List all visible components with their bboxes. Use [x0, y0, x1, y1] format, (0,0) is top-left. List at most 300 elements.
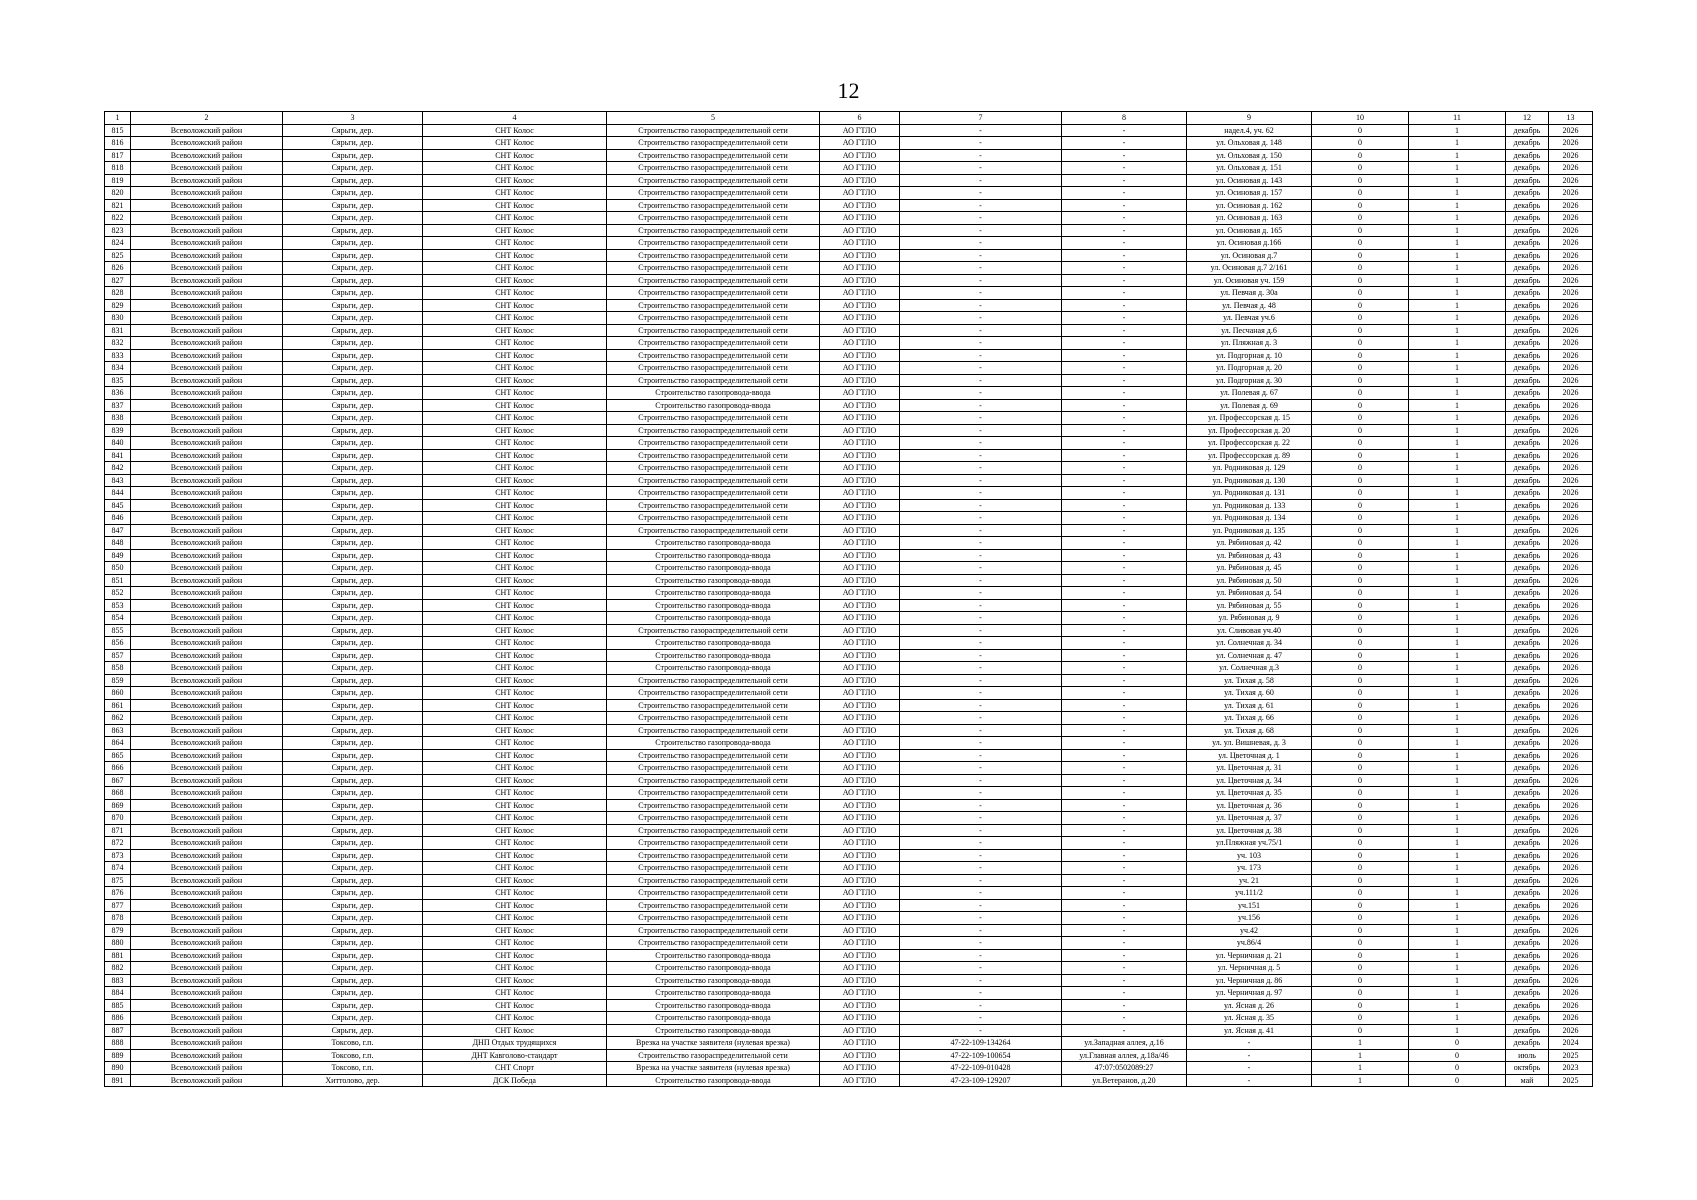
table-cell: 1	[1409, 762, 1506, 775]
table-cell: 1	[1409, 374, 1506, 387]
table-row	[105, 199, 1593, 212]
table-cell: СНТ Колос	[423, 724, 607, 737]
table-cell: 846	[105, 512, 131, 525]
table-cell: 857	[105, 649, 131, 662]
column-header: 4	[423, 112, 607, 125]
table-cell: -	[1062, 374, 1187, 387]
table-cell: Строительство газораспределительной сети	[607, 1049, 820, 1062]
table-cell: 0	[1312, 287, 1409, 300]
table-cell: 2026	[1549, 399, 1593, 412]
table-cell: Сярьги, дер.	[283, 687, 423, 700]
table-cell: 0	[1312, 799, 1409, 812]
table-cell: декабрь	[1506, 387, 1549, 400]
table-cell: -	[1062, 549, 1187, 562]
table-cell: декабрь	[1506, 974, 1549, 987]
table-cell: АО ГТЛО	[820, 662, 900, 675]
table-cell: 849	[105, 549, 131, 562]
table-cell: 0	[1312, 174, 1409, 187]
table-cell: 830	[105, 312, 131, 325]
table-cell: -	[1062, 999, 1187, 1012]
table-cell: Строительство газораспределительной сети	[607, 512, 820, 525]
table-cell: декабрь	[1506, 124, 1549, 137]
table-cell: декабрь	[1506, 474, 1549, 487]
table-cell: ул. Рябиновая д. 42	[1187, 537, 1312, 550]
table-cell: АО ГТЛО	[820, 512, 900, 525]
table-cell: Строительство газопровода-ввода	[607, 662, 820, 675]
table-cell: 2026	[1549, 349, 1593, 362]
table-cell: 1	[1409, 574, 1506, 587]
table-row	[105, 487, 1593, 500]
table-cell: АО ГТЛО	[820, 787, 900, 800]
table-cell: Сярьги, дер.	[283, 762, 423, 775]
table-cell: 855	[105, 624, 131, 637]
table-cell: Строительство газопровода-ввода	[607, 1012, 820, 1025]
table-cell: ул. Подгорная д. 20	[1187, 362, 1312, 375]
table-row	[105, 824, 1593, 837]
table-cell: СНТ Колос	[423, 624, 607, 637]
table-cell: 2026	[1549, 199, 1593, 212]
table-cell: -	[1062, 687, 1187, 700]
table-cell: ул. Солнечная д.3	[1187, 662, 1312, 675]
table-row	[105, 899, 1593, 912]
table-cell: СНТ Колос	[423, 337, 607, 350]
table-cell: -	[900, 199, 1062, 212]
table-cell: -	[900, 799, 1062, 812]
table-cell: 834	[105, 362, 131, 375]
table-cell: 0	[1312, 674, 1409, 687]
table-cell: 2026	[1549, 574, 1593, 587]
table-cell: 1	[1409, 1012, 1506, 1025]
table-cell: -	[900, 912, 1062, 925]
table-cell: 2026	[1549, 899, 1593, 912]
table-cell: 2026	[1549, 674, 1593, 687]
table-cell: Сярьги, дер.	[283, 999, 423, 1012]
table-cell: ул. Ольховая д. 150	[1187, 149, 1312, 162]
table-cell: 0	[1312, 587, 1409, 600]
table-cell: 835	[105, 374, 131, 387]
table-cell: АО ГТЛО	[820, 124, 900, 137]
table-cell: СНТ Колос	[423, 249, 607, 262]
table-cell: 0	[1312, 774, 1409, 787]
table-cell: ул. Ясная д. 26	[1187, 999, 1312, 1012]
table-cell: СНТ Колос	[423, 474, 607, 487]
table-cell: Всеволожский район	[131, 662, 283, 675]
table-cell: ул. Осиновая д.166	[1187, 237, 1312, 250]
table-cell: Всеволожский район	[131, 837, 283, 850]
table-cell: 838	[105, 412, 131, 425]
table-cell: 0	[1409, 1062, 1506, 1075]
table-cell: АО ГТЛО	[820, 999, 900, 1012]
table-cell: Всеволожский район	[131, 999, 283, 1012]
table-cell: 2026	[1549, 999, 1593, 1012]
table-cell: СНТ Колос	[423, 712, 607, 725]
table-cell: 2026	[1549, 499, 1593, 512]
table-cell: -	[900, 949, 1062, 962]
table-cell: Строительство газораспределительной сети	[607, 787, 820, 800]
table-cell: декабрь	[1506, 562, 1549, 575]
table-cell: 1	[1409, 324, 1506, 337]
table-cell: -	[1062, 649, 1187, 662]
table-cell: Строительство газопровода-ввода	[607, 537, 820, 550]
table-cell: Сярьги, дер.	[283, 162, 423, 175]
table-cell: 0	[1312, 424, 1409, 437]
table-cell: -	[900, 174, 1062, 187]
table-cell: 0	[1312, 199, 1409, 212]
table-cell: -	[1062, 399, 1187, 412]
table-cell: 0	[1312, 624, 1409, 637]
table-cell: Сярьги, дер.	[283, 412, 423, 425]
table-cell: декабрь	[1506, 1037, 1549, 1050]
table-cell: АО ГТЛО	[820, 774, 900, 787]
table-row	[105, 424, 1593, 437]
table-cell: Сярьги, дер.	[283, 312, 423, 325]
table-cell: 2026	[1549, 299, 1593, 312]
table-cell: 2026	[1549, 787, 1593, 800]
table-cell: Всеволожский район	[131, 799, 283, 812]
table-cell: Сярьги, дер.	[283, 537, 423, 550]
table-cell: декабрь	[1506, 749, 1549, 762]
table-cell: Всеволожский район	[131, 274, 283, 287]
table-cell: 1	[1409, 899, 1506, 912]
table-cell: 822	[105, 212, 131, 225]
table-cell: Сярьги, дер.	[283, 174, 423, 187]
table-cell: 0	[1312, 562, 1409, 575]
table-cell: Сярьги, дер.	[283, 587, 423, 600]
table-cell: -	[900, 237, 1062, 250]
table-cell: Сярьги, дер.	[283, 674, 423, 687]
table-cell: 1	[1409, 637, 1506, 650]
table-cell: СНТ Колос	[423, 899, 607, 912]
table-cell: 0	[1312, 262, 1409, 275]
table-cell: -	[1062, 249, 1187, 262]
table-cell: Строительство газопровода-ввода	[607, 737, 820, 750]
table-cell: 1	[1409, 449, 1506, 462]
table-cell: Всеволожский район	[131, 262, 283, 275]
table-cell: 0	[1312, 299, 1409, 312]
table-cell: 0	[1312, 274, 1409, 287]
table-cell: 1	[1409, 799, 1506, 812]
table-cell: 821	[105, 199, 131, 212]
column-header: 8	[1062, 112, 1187, 125]
table-row	[105, 287, 1593, 300]
table-row	[105, 274, 1593, 287]
table-cell: -	[1187, 1062, 1312, 1075]
table-cell: ДСК Победа	[423, 1074, 607, 1087]
table-cell: 0	[1312, 662, 1409, 675]
table-cell: 845	[105, 499, 131, 512]
table-cell: -	[900, 212, 1062, 225]
table-cell: АО ГТЛО	[820, 849, 900, 862]
table-cell: декабрь	[1506, 849, 1549, 862]
table-cell: Токсово, г.п.	[283, 1062, 423, 1075]
table-cell: СНТ Колос	[423, 449, 607, 462]
table-cell: 1	[1409, 262, 1506, 275]
table-cell: 877	[105, 899, 131, 912]
table-cell: 0	[1312, 187, 1409, 200]
table-cell: Всеволожский район	[131, 424, 283, 437]
table-cell: -	[1062, 212, 1187, 225]
table-cell: Сярьги, дер.	[283, 524, 423, 537]
table-cell: 0	[1312, 324, 1409, 337]
table-cell: 0	[1312, 649, 1409, 662]
table-cell: АО ГТЛО	[820, 449, 900, 462]
table-row	[105, 349, 1593, 362]
table-cell: Всеволожский район	[131, 949, 283, 962]
table-cell: -	[900, 437, 1062, 450]
table-cell: СНТ Колос	[423, 999, 607, 1012]
table-cell: АО ГТЛО	[820, 274, 900, 287]
table-cell: Сярьги, дер.	[283, 249, 423, 262]
table-cell: 0	[1312, 149, 1409, 162]
table-cell: 47-22-109-134264	[900, 1037, 1062, 1050]
table-cell: 1	[1409, 987, 1506, 1000]
table-cell: 0	[1312, 312, 1409, 325]
table-cell: -	[900, 362, 1062, 375]
table-cell: 829	[105, 299, 131, 312]
table-cell: СНТ Колос	[423, 124, 607, 137]
table-cell: ул. Певчая уч.6	[1187, 312, 1312, 325]
table-cell: Всеволожский район	[131, 962, 283, 975]
table-cell: СНТ Колос	[423, 637, 607, 650]
column-header: 5	[607, 112, 820, 125]
table-cell: СНТ Колос	[423, 824, 607, 837]
table-cell: Всеволожский район	[131, 212, 283, 225]
table-cell: уч.111/2	[1187, 887, 1312, 900]
table-row	[105, 574, 1593, 587]
table-cell: СНТ Колос	[423, 399, 607, 412]
table-cell: Всеволожский район	[131, 487, 283, 500]
table-cell: -	[1062, 699, 1187, 712]
table-cell: СНТ Колос	[423, 674, 607, 687]
table-cell: АО ГТЛО	[820, 762, 900, 775]
table-cell: 0	[1312, 749, 1409, 762]
table-cell: 0	[1312, 724, 1409, 737]
column-header: 2	[131, 112, 283, 125]
table-cell: -	[1062, 962, 1187, 975]
table-row	[105, 687, 1593, 700]
table-cell: ДНТ Кавголово-стандарт	[423, 1049, 607, 1062]
table-cell: декабрь	[1506, 162, 1549, 175]
table-cell: -	[1062, 774, 1187, 787]
table-cell: ул. Профессорская д. 89	[1187, 449, 1312, 462]
table-cell: 1	[1409, 699, 1506, 712]
table-cell: Строительство газораспределительной сети	[607, 187, 820, 200]
table-row	[105, 812, 1593, 825]
table-cell: ул. Полевая д. 69	[1187, 399, 1312, 412]
table-cell: АО ГТЛО	[820, 187, 900, 200]
table-cell: 2026	[1549, 812, 1593, 825]
table-cell: 874	[105, 862, 131, 875]
table-cell: 869	[105, 799, 131, 812]
table-cell: 827	[105, 274, 131, 287]
table-cell: Всеволожский район	[131, 324, 283, 337]
table-cell: 865	[105, 749, 131, 762]
table-cell: -	[900, 1012, 1062, 1025]
table-cell: 0	[1312, 737, 1409, 750]
table-cell: 0	[1312, 349, 1409, 362]
table-cell: СНТ Колос	[423, 937, 607, 950]
table-row	[105, 612, 1593, 625]
table-row	[105, 312, 1593, 325]
table-cell: -	[1062, 949, 1187, 962]
table-cell: Сярьги, дер.	[283, 499, 423, 512]
table-cell: 1	[1409, 674, 1506, 687]
table-cell: -	[900, 312, 1062, 325]
table-cell: Сярьги, дер.	[283, 187, 423, 200]
column-header: 11	[1409, 112, 1506, 125]
table-cell: 2026	[1549, 849, 1593, 862]
table-cell: -	[900, 724, 1062, 737]
table-cell: Сярьги, дер.	[283, 362, 423, 375]
table-cell: 0	[1312, 924, 1409, 937]
table-cell: ул. Осиновая д. 165	[1187, 224, 1312, 237]
table-cell: СНТ Колос	[423, 324, 607, 337]
table-cell: Всеволожский район	[131, 387, 283, 400]
table-cell: Строительство газораспределительной сети	[607, 824, 820, 837]
table-cell: ул. Цветочная д. 35	[1187, 787, 1312, 800]
table-cell: -	[1062, 224, 1187, 237]
table-cell: Строительство газопровода-ввода	[607, 599, 820, 612]
table-cell: Сярьги, дер.	[283, 224, 423, 237]
table-cell: ул. Цветочная д. 36	[1187, 799, 1312, 812]
table-cell: 2026	[1549, 362, 1593, 375]
table-cell: 1	[1409, 624, 1506, 637]
table-cell: -	[900, 887, 1062, 900]
table-row	[105, 649, 1593, 662]
table-cell: АО ГТЛО	[820, 587, 900, 600]
table-cell: АО ГТЛО	[820, 574, 900, 587]
table-cell: Сярьги, дер.	[283, 699, 423, 712]
table-cell: СНТ Колос	[423, 137, 607, 150]
table-cell: декабрь	[1506, 824, 1549, 837]
column-header: 7	[900, 112, 1062, 125]
table-cell: СНТ Колос	[423, 212, 607, 225]
table-cell: уч.156	[1187, 912, 1312, 925]
table-row	[105, 787, 1593, 800]
table-cell: Врезка на участке заявителя (нулевая врезка)	[607, 1062, 820, 1075]
table-row	[105, 949, 1593, 962]
table-cell: декабрь	[1506, 512, 1549, 525]
table-cell: 0	[1312, 362, 1409, 375]
table-cell: ул. Тихая д. 61	[1187, 699, 1312, 712]
table-cell: ул. Родниковая д. 135	[1187, 524, 1312, 537]
table-cell: АО ГТЛО	[820, 499, 900, 512]
table-cell: СНТ Колос	[423, 387, 607, 400]
table-cell: декабрь	[1506, 799, 1549, 812]
table-cell: СНТ Колос	[423, 987, 607, 1000]
table-cell: уч. 173	[1187, 862, 1312, 875]
table-cell: 1	[1409, 962, 1506, 975]
column-header: 10	[1312, 112, 1409, 125]
table-cell: АО ГТЛО	[820, 374, 900, 387]
table-cell: -	[1187, 1074, 1312, 1087]
table-cell: Всеволожский район	[131, 924, 283, 937]
table-cell: 1	[1409, 187, 1506, 200]
table-row	[105, 987, 1593, 1000]
table-cell: СНТ Колос	[423, 762, 607, 775]
table-cell: СНТ Колос	[423, 174, 607, 187]
table-cell: Строительство газораспределительной сети	[607, 262, 820, 275]
table-cell: 2026	[1549, 762, 1593, 775]
table-cell: Строительство газопровода-ввода	[607, 587, 820, 600]
table-cell: -	[1062, 937, 1187, 950]
table-cell: декабрь	[1506, 499, 1549, 512]
table-cell: Сярьги, дер.	[283, 1012, 423, 1025]
table-cell: Сярьги, дер.	[283, 849, 423, 862]
table-cell: 2026	[1549, 174, 1593, 187]
table-cell: -	[900, 562, 1062, 575]
table-cell: -	[900, 349, 1062, 362]
table-cell: 853	[105, 599, 131, 612]
table-cell: Строительство газопровода-ввода	[607, 637, 820, 650]
table-cell: -	[900, 337, 1062, 350]
table-cell: 837	[105, 399, 131, 412]
table-cell: 833	[105, 349, 131, 362]
table-cell: Всеволожский район	[131, 737, 283, 750]
table-cell: Всеволожский район	[131, 637, 283, 650]
table-cell: 1	[1409, 287, 1506, 300]
table-cell: -	[1062, 537, 1187, 550]
table-cell: -	[900, 662, 1062, 675]
table-cell: 1	[1409, 312, 1506, 325]
table-cell: 0	[1312, 537, 1409, 550]
table-cell: Всеволожский район	[131, 349, 283, 362]
table-cell: 828	[105, 287, 131, 300]
table-cell: Строительство газораспределительной сети	[607, 337, 820, 350]
table-cell: ул. Тихая д. 68	[1187, 724, 1312, 737]
table-row	[105, 837, 1593, 850]
table-row	[105, 362, 1593, 375]
table-cell: Всеволожский район	[131, 812, 283, 825]
table-cell: 880	[105, 937, 131, 950]
table-cell: декабрь	[1506, 437, 1549, 450]
table-cell: Сярьги, дер.	[283, 337, 423, 350]
table-cell: декабрь	[1506, 862, 1549, 875]
table-cell: 0	[1312, 224, 1409, 237]
table-row	[105, 1012, 1593, 1025]
table-cell: 2026	[1549, 337, 1593, 350]
table-cell: декабрь	[1506, 874, 1549, 887]
table-cell: -	[900, 712, 1062, 725]
table-row	[105, 749, 1593, 762]
table-cell: СНТ Колос	[423, 312, 607, 325]
table-cell: декабрь	[1506, 324, 1549, 337]
table-cell: декабрь	[1506, 662, 1549, 675]
table-cell: Всеволожский район	[131, 499, 283, 512]
table-cell: 1	[1409, 174, 1506, 187]
table-cell: ул. Тихая д. 66	[1187, 712, 1312, 725]
table-cell: 2026	[1549, 874, 1593, 887]
table-cell: Сярьги, дер.	[283, 212, 423, 225]
table-cell: -	[1062, 924, 1187, 937]
table-cell: декабрь	[1506, 362, 1549, 375]
table-cell: 0	[1312, 474, 1409, 487]
table-cell: 863	[105, 724, 131, 737]
table-cell: -	[1062, 674, 1187, 687]
table-cell: АО ГТЛО	[820, 212, 900, 225]
table-cell: Всеволожский район	[131, 987, 283, 1000]
table-cell: Строительство газораспределительной сети	[607, 624, 820, 637]
table-cell: декабрь	[1506, 262, 1549, 275]
table-row	[105, 537, 1593, 550]
table-cell: Всеволожский район	[131, 899, 283, 912]
table-cell: АО ГТЛО	[820, 474, 900, 487]
table-cell: Строительство газораспределительной сети	[607, 687, 820, 700]
table-cell: АО ГТЛО	[820, 687, 900, 700]
table-cell: 1	[1409, 212, 1506, 225]
table-row	[105, 974, 1593, 987]
table-cell: ул. Рябиновая д. 55	[1187, 599, 1312, 612]
